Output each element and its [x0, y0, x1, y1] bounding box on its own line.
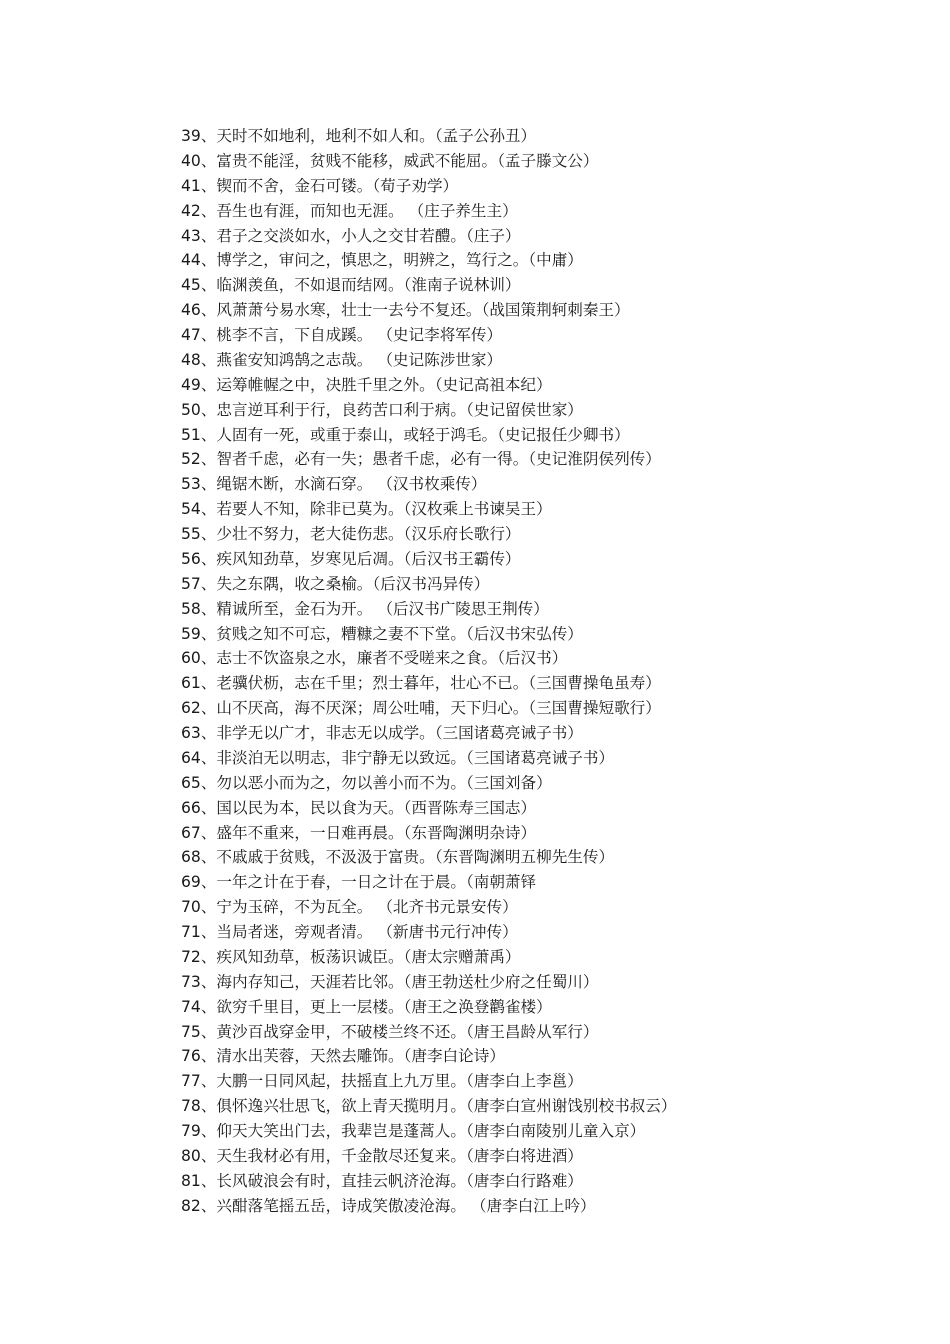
- quote-line-52: 52、智者千虑，必有一失；愚者千虑，必有一得。（史记淮阴侯列传）: [181, 450, 661, 469]
- quote-line-49: 49、运筹帷幄之中，决胜千里之外。（史记高祖本纪）: [181, 375, 552, 394]
- quote-line-74: 74、欲穷千里目，更上一层楼。（唐王之涣登鹳雀楼）: [181, 997, 552, 1016]
- quote-line-63: 63、非学无以广才，非志无以成学。（三国诸葛亮诫子书）: [181, 724, 583, 742]
- quote-list: [181, 124, 881, 1219]
- quote-line-42: 42、吾生也有涯，而知也无涯。 （庄子养生主）: [181, 201, 518, 220]
- quote-line-67: 67、盛年不重来，一日难再晨。（东晋陶渊明杂诗）: [181, 823, 537, 842]
- quote-line-48: 48、燕雀安知鸿鹄之志哉。 （史记陈涉世家）: [181, 350, 503, 369]
- quote-line-65: 65、勿以恶小而为之，勿以善小而不为。（三国刘备）: [181, 773, 552, 792]
- quote-line-54: 54、若要人不知，除非已莫为。（汉枚乘上书谏吴王）: [181, 500, 552, 519]
- quote-line-58: 58、精诚所至，金石为开。 （后汉书广陵思王荆传）: [181, 599, 549, 618]
- quote-line-73: 73、海内存知己，天涯若比邻。（唐王勃送杜少府之任蜀川）: [181, 972, 599, 991]
- quote-line-57: 57、失之东隅，收之桑榆。（后汉书冯异传）: [181, 574, 490, 593]
- quote-line-44: 44、博学之，审问之，慎思之，明辨之，笃行之。（中庸）: [181, 251, 583, 270]
- quote-line-45: 45、临渊羡鱼，不如退而结网。（淮南子说林训）: [181, 276, 521, 295]
- quote-line-50: 50、忠言逆耳利于行，良药苦口利于病。（史记留侯世家）: [181, 400, 583, 419]
- quote-line-71: 71、当局者迷，旁观者清。 （新唐书元行冲传）: [181, 923, 518, 941]
- quote-line-55: 55、少壮不努力，老大徒伤悲。（汉乐府长歌行）: [181, 525, 521, 543]
- quote-line-41: 41、锲而不舍，金石可镂。（荀子劝学）: [181, 176, 459, 195]
- quote-line-53: 53、绳锯木断，水滴石穿。 （汉书枚乘传）: [181, 475, 487, 494]
- quote-line-82: 82、兴酣落笔摇五岳，诗成笑傲凌沧海。 （唐李白江上吟）: [181, 1196, 596, 1215]
- quote-line-62: 62、山不厌高，海不厌深；周公吐哺，天下归心。（三国曹操短歌行）: [181, 699, 661, 718]
- quote-line-78: 78、俱怀逸兴壮思飞，欲上青天揽明月。（唐李白宣州谢饯别校书叔云）: [181, 1097, 677, 1116]
- quote-line-56: 56、疾风知劲草，岁寒见后凋。（后汉书王霸传）: [181, 549, 521, 568]
- quote-line-77: 77、大鹏一日同风起，扶摇直上九万里。（唐李白上李邕）: [181, 1072, 583, 1091]
- quote-line-80: 80、天生我材必有用，千金散尽还复来。（唐李白将进酒）: [181, 1146, 583, 1165]
- quote-line-43: 43、君子之交淡如水，小人之交甘若醴。（庄子）: [181, 226, 521, 245]
- quote-line-68: 68、不戚戚于贫贱，不汲汲于富贵。（东晋陶渊明五柳先生传）: [181, 848, 615, 867]
- quote-line-46: 46、风萧萧兮易水寒，壮士一去兮不复还。（战国策荆轲刺秦王）: [181, 301, 630, 320]
- quote-line-59: 59、贫贱之知不可忘，糟糠之妻不下堂。（后汉书宋弘传）: [181, 624, 583, 643]
- quote-line-61: 61、老骥伏枥，志在千里；烈士暮年，壮心不已。（三国曹操龟虽寿）: [181, 674, 661, 693]
- quote-line-70: 70、宁为玉碎，不为瓦全。 （北齐书元景安传）: [181, 898, 518, 917]
- quote-line-39: 39、天时不如地利，地利不如人和。（孟子公孙丑）: [181, 127, 537, 145]
- quote-line-64: 64、非淡泊无以明志，非宁静无以致远。（三国诸葛亮诫子书）: [181, 748, 615, 767]
- quote-line-69: 69、一年之计在于春，一日之计在于晨。（南朝萧铎: [181, 873, 537, 892]
- quote-line-72: 72、疾风知劲草，板荡识诚臣。（唐太宗赠萧禹）: [181, 947, 521, 966]
- quote-line-40: 40、富贵不能淫，贫贱不能移，威武不能屈。（孟子滕文公）: [181, 151, 599, 170]
- quote-line-60: 60、志士不饮盗泉之水，廉者不受嗟来之食。（后汉书）: [181, 649, 568, 668]
- quote-line-76: 76、清水出芙蓉，天然去雕饰。（唐李白论诗）: [181, 1047, 505, 1066]
- quote-line-79: 79、仰天大笑出门去，我辈岂是蓬蒿人。（唐李白南陵别儿童入京）: [181, 1122, 646, 1140]
- quote-line-81: 81、长风破浪会有时，直挂云帆济沧海。（唐李白行路难）: [181, 1171, 583, 1190]
- quote-line-51: 51、人固有一死，或重于泰山，或轻于鸿毛。（史记报任少卿书）: [181, 425, 630, 444]
- quote-line-66: 66、国以民为本，民以食为天。（西晋陈寿三国志）: [181, 798, 537, 817]
- quote-line-47: 47、桃李不言，下自成蹊。 （史记李将军传）: [181, 326, 503, 344]
- quote-line-75: 75、黄沙百战穿金甲，不破楼兰终不还。（唐王昌龄从军行）: [181, 1022, 599, 1041]
